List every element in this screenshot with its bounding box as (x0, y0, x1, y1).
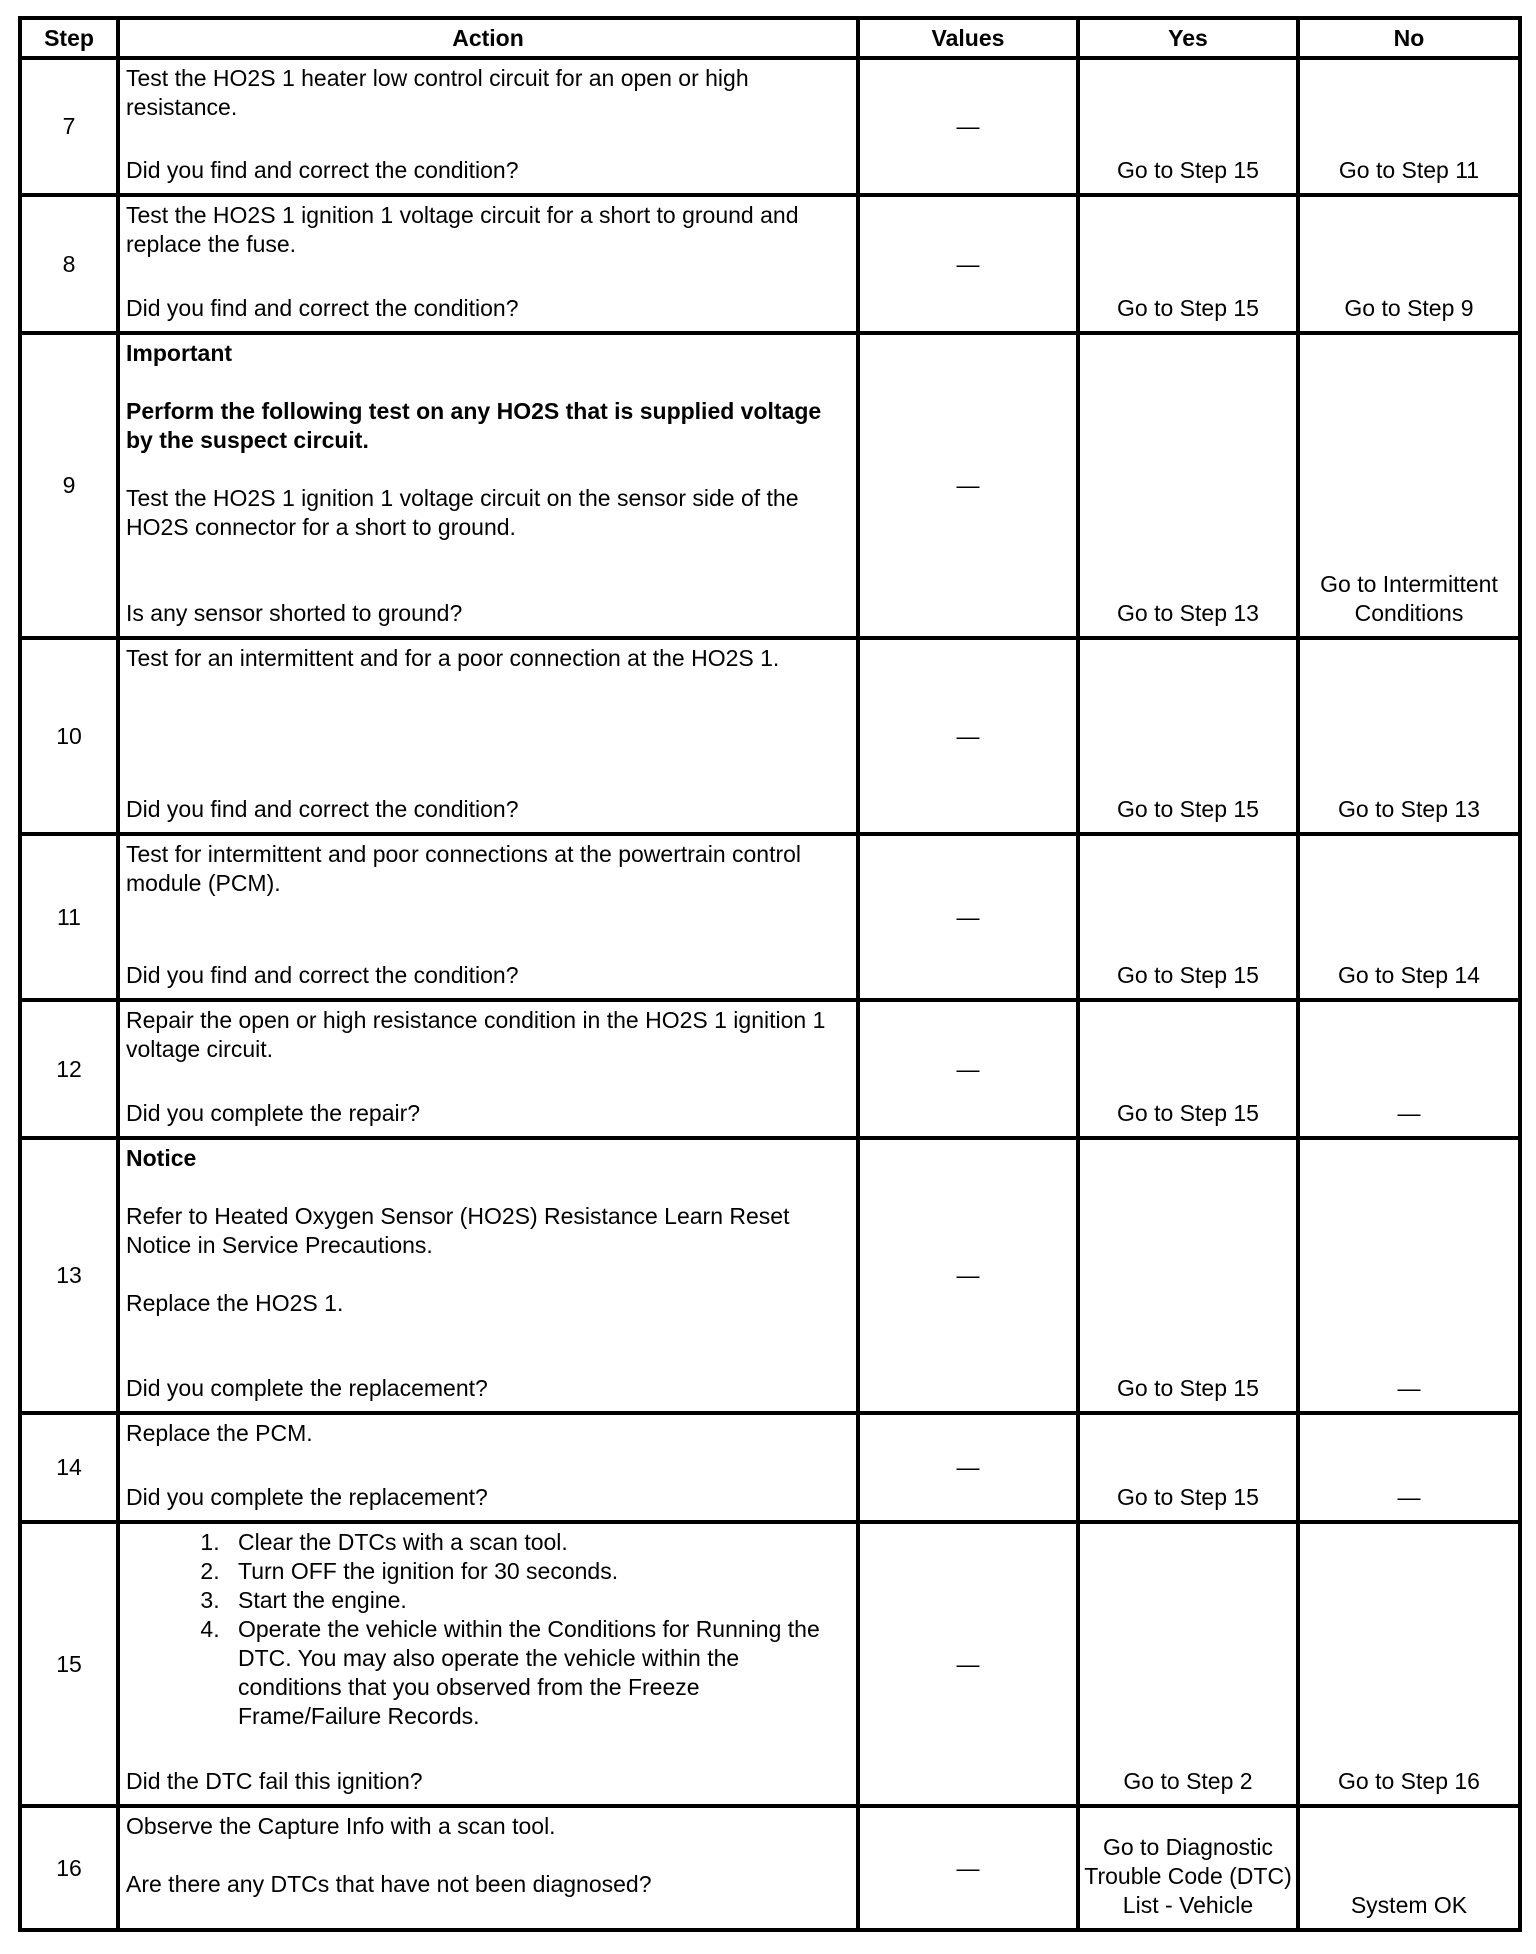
action-cell (118, 1413, 858, 1522)
no-cell: Go to Step 14 (1298, 834, 1520, 1000)
action-text: Observe the Capture Info with a scan tool. (126, 1813, 556, 1839)
important-text: Perform the following test on any HO2S that is supplied voltage by the suspect circuit. (126, 398, 822, 453)
action-question: Did you find and correct the condition? (126, 962, 519, 988)
values-cell: — (858, 834, 1078, 1000)
yes-cell: Go to Step 15 (1078, 58, 1298, 195)
no-cell: Go to Step 16 (1298, 1522, 1520, 1806)
no-cell: — (1298, 1000, 1520, 1138)
action-question: Is any sensor shorted to ground? (126, 600, 463, 626)
action-text: Test for intermittent and poor connections at the powertrain control module (PCM). (126, 841, 802, 896)
header-values: Values (858, 18, 1078, 58)
values-cell: — (858, 195, 1078, 333)
notice-label: Notice (126, 1145, 197, 1171)
values-cell: — (858, 1522, 1078, 1806)
step-number: 15 (20, 1522, 118, 1806)
action-cell (118, 834, 858, 1000)
list-item: 3. Start the engine. (226, 1586, 848, 1615)
list-item: 4. Operate the vehicle within the Conditions for Running the DTC. You may also operate the vehicle within the conditions that you observed from the Freeze Frame/Failure Records. (226, 1615, 848, 1731)
list-item: 1. Clear the DTCs with a scan tool. (226, 1528, 848, 1557)
no-cell: Go to Step 9 (1298, 195, 1520, 333)
action-question: Did you find and correct the condition? (126, 157, 519, 183)
action-cell (118, 1138, 858, 1413)
header-yes: Yes (1078, 18, 1298, 58)
step-number: 13 (20, 1138, 118, 1413)
step-number: 14 (20, 1413, 118, 1522)
action-question: Did you complete the replacement? (126, 1375, 488, 1401)
yes-cell: Go to Step 15 (1078, 1138, 1298, 1413)
procedure-list (126, 1528, 848, 1731)
action-cell (118, 58, 858, 195)
action-text: Replace the PCM. (126, 1420, 313, 1446)
no-cell: Go to Step 13 (1298, 638, 1520, 834)
table-row (20, 195, 1520, 333)
step-number: 7 (20, 58, 118, 195)
action-cell (118, 333, 858, 638)
diagnostic-table (18, 16, 1522, 1932)
action-question: Did you complete the repair? (126, 1100, 421, 1126)
action-cell (118, 1000, 858, 1138)
values-cell: — (858, 1000, 1078, 1138)
action-text-2: Replace the HO2S 1. (126, 1290, 344, 1316)
action-text: Test for an intermittent and for a poor connection at the HO2S 1. (126, 645, 780, 671)
action-question: Did you complete the replacement? (126, 1484, 488, 1510)
action-cell (118, 638, 858, 834)
step-number: 8 (20, 195, 118, 333)
action-text: Test the HO2S 1 ignition 1 voltage circuit on the sensor side of the HO2S connector for a short to ground. (126, 485, 799, 540)
header-action: Action (118, 18, 858, 58)
yes-cell: Go to Step 2 (1078, 1522, 1298, 1806)
table-row (20, 333, 1520, 638)
table-row (20, 1138, 1520, 1413)
header-step: Step (20, 18, 118, 58)
table-row (20, 638, 1520, 834)
step-number: 16 (20, 1806, 118, 1930)
action-question: Are there any DTCs that have not been diagnosed? (126, 1871, 652, 1897)
action-text: Repair the open or high resistance condition in the HO2S 1 ignition 1 voltage circuit. (126, 1007, 826, 1062)
action-cell (118, 1522, 858, 1806)
values-cell: — (858, 333, 1078, 638)
list-item: 2. Turn OFF the ignition for 30 seconds. (226, 1557, 848, 1586)
yes-cell: Go to Step 15 (1078, 638, 1298, 834)
yes-cell: Go to Step 15 (1078, 195, 1298, 333)
values-cell: — (858, 58, 1078, 195)
important-label: Important (126, 340, 233, 366)
table-row (20, 1806, 1520, 1930)
action-cell (118, 195, 858, 333)
action-question: Did you find and correct the condition? (126, 796, 519, 822)
no-cell: Go to Intermittent Conditions (1298, 333, 1520, 638)
table-row (20, 1413, 1520, 1522)
step-number: 9 (20, 333, 118, 638)
values-cell: — (858, 638, 1078, 834)
action-text: Test the HO2S 1 heater low control circuit for an open or high resistance. (126, 65, 749, 120)
step-number: 11 (20, 834, 118, 1000)
step-number: 12 (20, 1000, 118, 1138)
yes-cell: Go to Diagnostic Trouble Code (DTC) List - Vehicle (1078, 1806, 1298, 1930)
yes-cell: Go to Step 15 (1078, 1000, 1298, 1138)
action-question: Did the DTC fail this ignition? (126, 1768, 423, 1794)
values-cell: — (858, 1806, 1078, 1930)
yes-cell: Go to Step 15 (1078, 834, 1298, 1000)
header-no: No (1298, 18, 1520, 58)
action-text: Refer to Heated Oxygen Sensor (HO2S) Resistance Learn Reset Notice in Service Precautions. (126, 1203, 790, 1258)
table-row (20, 834, 1520, 1000)
action-question: Did you find and correct the condition? (126, 295, 519, 321)
no-cell: Go to Step 11 (1298, 58, 1520, 195)
table-row (20, 58, 1520, 195)
no-cell: System OK (1298, 1806, 1520, 1930)
action-cell (118, 1806, 858, 1930)
values-cell: — (858, 1413, 1078, 1522)
yes-cell: Go to Step 13 (1078, 333, 1298, 638)
values-cell: — (858, 1138, 1078, 1413)
header-row (20, 18, 1520, 58)
no-cell: — (1298, 1138, 1520, 1413)
table-row (20, 1000, 1520, 1138)
no-cell: — (1298, 1413, 1520, 1522)
step-number: 10 (20, 638, 118, 834)
yes-cell: Go to Step 15 (1078, 1413, 1298, 1522)
action-text: Test the HO2S 1 ignition 1 voltage circuit for a short to ground and replace the fuse. (126, 202, 799, 257)
table-row (20, 1522, 1520, 1806)
